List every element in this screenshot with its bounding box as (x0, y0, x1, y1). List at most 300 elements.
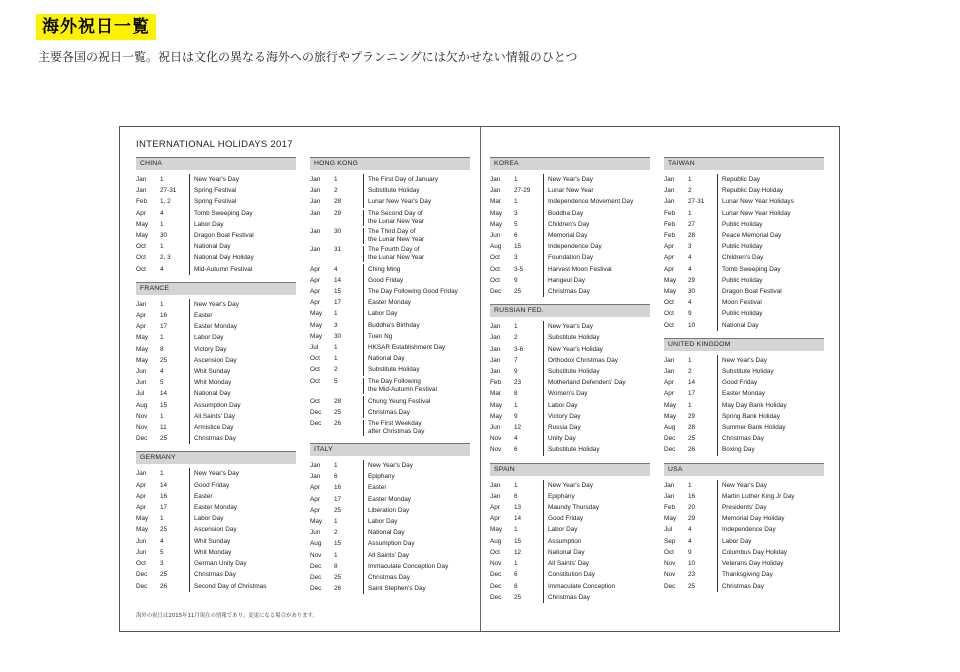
holiday-name-line: New Year's Day (548, 176, 593, 183)
holiday-month: Dec (136, 435, 148, 443)
holiday-name-line: the Lunar New Year (368, 253, 425, 261)
holiday-month: Jan (490, 345, 501, 353)
holiday-row (490, 433, 650, 444)
holiday-row (136, 377, 296, 388)
holiday-month: Jun (310, 529, 321, 537)
holiday-month: May (664, 401, 677, 409)
holiday-name-line: Lunar New Year (548, 187, 594, 195)
holiday-row (136, 219, 296, 230)
holiday-month: Dec (490, 593, 502, 601)
holiday-name-line: Buddha's Birthday (368, 321, 420, 329)
holiday-row (310, 583, 470, 594)
holiday-name-line: Easter Monday (194, 504, 237, 512)
holiday-name-line: the Mid-Autumn Festival (368, 385, 437, 393)
holiday-date: 1 (514, 174, 544, 185)
holiday-date: 9 (514, 366, 544, 377)
holiday-date: 2 (334, 364, 364, 375)
holiday-name-line: Christmas Day (548, 593, 590, 601)
holiday-date: 25 (160, 355, 190, 366)
holiday-name (722, 297, 824, 308)
holiday-month: Jan (664, 356, 675, 364)
holiday-name-line: National Day (368, 529, 405, 537)
holiday-month: Jan (664, 187, 675, 195)
holiday-name-line: Christmas Day (722, 435, 764, 443)
holiday-name-line: Independence Day (722, 526, 776, 534)
holiday-row (664, 264, 824, 275)
holiday-month: Jan (136, 187, 147, 195)
holiday-name-line: All Saints' Day (368, 551, 409, 559)
holiday-date: 17 (688, 388, 718, 399)
holiday-date: 12 (514, 422, 544, 433)
holiday-row (310, 308, 470, 319)
holiday-month: Feb (664, 232, 676, 240)
holiday-row (310, 471, 470, 482)
holiday-name-line: Labor Day (548, 401, 578, 409)
holiday-month: Oct (136, 265, 146, 273)
holiday-row (136, 366, 296, 377)
holiday-row (136, 581, 296, 592)
holiday-name-line: Easter (194, 492, 213, 500)
holiday-name-line: Substitute Holiday (368, 187, 420, 195)
holiday-name (548, 480, 650, 491)
holiday-row (490, 480, 650, 491)
holiday-row (490, 400, 650, 411)
holiday-name-line: New Year's Day (548, 481, 593, 489)
holiday-name-line: New Year's Day (722, 481, 767, 489)
holiday-date: 11 (160, 422, 190, 433)
holiday-month: May (664, 276, 677, 284)
holiday-month: Dec (490, 571, 502, 579)
holiday-date: 3-6 (514, 344, 544, 355)
holiday-month: Apr (310, 495, 320, 503)
holiday-name-line: Republic Day Holiday (722, 187, 784, 195)
holiday-row (664, 185, 824, 196)
holiday-date: 29 (688, 513, 718, 524)
holiday-name-line: Substitute Holiday (368, 366, 420, 374)
country-section (310, 443, 470, 594)
holiday-row (310, 516, 470, 527)
holiday-name (194, 196, 296, 207)
holiday-row (310, 320, 470, 331)
country-heading: HONG KONG (310, 157, 470, 170)
holiday-name (548, 344, 650, 355)
holiday-month: Apr (310, 265, 320, 273)
holiday-name (548, 388, 650, 399)
holiday-name (194, 366, 296, 377)
holiday-month: Apr (136, 209, 146, 217)
holiday-name (194, 344, 296, 355)
holiday-name (194, 502, 296, 513)
holiday-name-line: Labor Day (722, 537, 752, 545)
holiday-name-line: Hangeul Day (548, 276, 585, 284)
holiday-name-line: Buddha Day (548, 209, 584, 217)
holiday-row (664, 286, 824, 297)
holiday-name (548, 275, 650, 286)
holiday-name (368, 308, 470, 319)
holiday-row (310, 331, 470, 342)
holiday-date: 8 (334, 561, 364, 572)
holiday-name-line: Ching Ming (368, 265, 401, 273)
holiday-date: 3 (688, 241, 718, 252)
holiday-row (136, 480, 296, 491)
holiday-month: Oct (664, 321, 674, 329)
holiday-name-line: Public Holiday (722, 220, 763, 228)
holiday-row (490, 388, 650, 399)
holiday-row (490, 332, 650, 343)
holiday-row (664, 308, 824, 319)
holiday-row (664, 444, 824, 455)
holiday-name-line: Spring Festival (194, 187, 237, 195)
holiday-date: 25 (514, 592, 544, 603)
holiday-month: May (310, 332, 323, 340)
holiday-date: 4 (688, 297, 718, 308)
holiday-name-line: National Day (368, 355, 405, 363)
holiday-row (310, 561, 470, 572)
holiday-name (722, 433, 824, 444)
holiday-row (310, 353, 470, 364)
holiday-month: May (490, 412, 503, 420)
holiday-month: Jan (664, 176, 675, 183)
holiday-month: Jul (310, 344, 319, 352)
holiday-name-line: Easter Monday (722, 390, 765, 398)
holiday-month: Dec (310, 562, 322, 570)
holiday-name (722, 569, 824, 580)
holiday-name-line: Mid-Autumn Festival (194, 265, 253, 273)
holiday-date: 4 (688, 264, 718, 275)
holiday-date: 28 (334, 396, 364, 407)
holiday-row (136, 536, 296, 547)
holiday-name-line: Christmas Day (194, 435, 236, 443)
holiday-row (136, 547, 296, 558)
holiday-date: 16 (160, 491, 190, 502)
holiday-row (310, 460, 470, 471)
holiday-name-line: Lunar New Year's Day (368, 198, 432, 206)
holiday-name-line: Thanksgiving Day (722, 571, 773, 579)
holiday-name (368, 538, 470, 549)
holiday-date: 9 (688, 308, 718, 319)
holiday-month: Jun (136, 548, 147, 556)
holiday-month: Apr (664, 379, 674, 387)
holiday-date: 8 (160, 344, 190, 355)
holiday-name-line: Spring Bank Holiday (722, 412, 780, 420)
holiday-month: Jan (490, 334, 501, 342)
holiday-date: 14 (688, 377, 718, 388)
holiday-name-line: Easter (194, 312, 213, 320)
holiday-month: Apr (136, 492, 146, 500)
holiday-name-line: Easter Monday (368, 495, 411, 503)
holiday-date: 28 (334, 196, 364, 207)
holiday-date: 12 (514, 547, 544, 558)
country-section (664, 157, 824, 331)
holiday-month: Jul (136, 390, 145, 398)
holiday-date: 31 (334, 246, 364, 262)
holiday-month: Dec (310, 420, 322, 428)
holiday-name (722, 355, 824, 366)
holiday-name-line: National Day Holiday (194, 254, 254, 262)
holiday-column-3 (490, 157, 650, 610)
holiday-name-line: Tomb Sweeping Day (722, 265, 781, 273)
holiday-month: Oct (136, 254, 146, 262)
holiday-name (548, 400, 650, 411)
holiday-month: Oct (664, 299, 674, 307)
holiday-row (490, 491, 650, 502)
holiday-month: Nov (664, 560, 676, 568)
holiday-row (136, 310, 296, 321)
holiday-date: 25 (688, 581, 718, 592)
holiday-name (548, 411, 650, 422)
holiday-name (368, 275, 470, 286)
holiday-name (194, 547, 296, 558)
holiday-date: 1 (688, 208, 718, 219)
holiday-name-line: Good Friday (548, 515, 584, 523)
holiday-name-line: Assumption Day (194, 401, 241, 409)
holiday-row (490, 344, 650, 355)
holiday-date: 1 (334, 353, 364, 364)
holiday-date: 26 (334, 420, 364, 436)
holiday-name (548, 264, 650, 275)
holiday-month: Feb (664, 209, 676, 217)
holiday-month: Apr (310, 299, 320, 307)
holiday-row (490, 219, 650, 230)
holiday-month: Dec (664, 435, 676, 443)
holiday-name-line: Public Holiday (722, 243, 763, 251)
holiday-row (490, 513, 650, 524)
holiday-month: Jan (136, 176, 147, 183)
holiday-row (136, 513, 296, 524)
holiday-name (548, 286, 650, 297)
holiday-name (548, 185, 650, 196)
holiday-date: 5 (514, 219, 544, 230)
holiday-name (194, 208, 296, 219)
holiday-name-line: Boxing Day (722, 446, 755, 454)
holiday-month: May (310, 310, 323, 318)
holiday-name-line: The Third Day of (368, 227, 416, 235)
holiday-month: Mar (490, 390, 502, 398)
holiday-month: Sep (664, 537, 676, 545)
holiday-month: Aug (490, 537, 502, 545)
holiday-name-line: Armistice Day (194, 424, 234, 432)
holiday-date: 5 (160, 377, 190, 388)
holiday-month: Apr (136, 481, 146, 489)
holiday-name-line: The First Weekday (368, 420, 422, 428)
holiday-row (310, 196, 470, 207)
holiday-row (310, 286, 470, 297)
holiday-date: 3-5 (514, 264, 544, 275)
holiday-row (136, 241, 296, 252)
holiday-month: Jun (490, 424, 501, 432)
holiday-month: Apr (664, 243, 674, 251)
holiday-date: 15 (514, 241, 544, 252)
holiday-row (310, 538, 470, 549)
holiday-date: 13 (514, 502, 544, 513)
holiday-date: 6 (514, 491, 544, 502)
holiday-date: 14 (334, 275, 364, 286)
holiday-name-line: Easter Monday (194, 323, 237, 331)
holiday-date: 16 (688, 491, 718, 502)
holiday-date: 27-29 (514, 185, 544, 196)
holiday-date: 4 (514, 433, 544, 444)
holiday-row (310, 420, 470, 436)
holiday-name (548, 569, 650, 580)
holiday-name (194, 468, 296, 479)
holiday-date: 9 (514, 275, 544, 286)
holiday-date: 1 (334, 308, 364, 319)
holiday-name (368, 228, 470, 244)
holiday-name (548, 219, 650, 230)
country-section (490, 463, 650, 603)
holiday-month: Apr (664, 265, 674, 273)
holiday-name (722, 411, 824, 422)
holiday-month: Nov (310, 551, 322, 559)
holiday-row (664, 388, 824, 399)
holiday-month: Jun (136, 368, 147, 376)
holiday-row (664, 355, 824, 366)
holiday-date: 4 (688, 536, 718, 547)
holiday-name (368, 353, 470, 364)
holiday-name-line: Christmas Day (194, 571, 236, 579)
holiday-month: Dec (664, 582, 676, 590)
holiday-name (722, 524, 824, 535)
holiday-month: Jun (136, 537, 147, 545)
holiday-row (136, 321, 296, 332)
holiday-name-line: Christmas Day (548, 288, 590, 296)
holiday-date: 26 (160, 581, 190, 592)
holiday-row (490, 241, 650, 252)
holiday-name-line: HKSAR Establishment Day (368, 344, 446, 352)
holiday-row (136, 491, 296, 502)
holiday-date: 26 (688, 444, 718, 455)
holiday-name-line: Whit Monday (194, 548, 232, 556)
holiday-row (310, 342, 470, 353)
holiday-row (310, 174, 470, 185)
holiday-date: 1 (334, 516, 364, 527)
country-section (310, 157, 470, 436)
holiday-name-line: Labor Day (368, 310, 398, 318)
holiday-row (136, 196, 296, 207)
holiday-name-line: Moon Festival (722, 299, 762, 307)
holiday-date: 17 (160, 502, 190, 513)
holiday-row (664, 581, 824, 592)
holiday-month: Aug (310, 540, 322, 548)
holiday-name-line: New Year's Day (368, 462, 413, 470)
holiday-row (664, 377, 824, 388)
holiday-name (548, 581, 650, 592)
holiday-name (548, 332, 650, 343)
holiday-month: Jan (490, 323, 501, 331)
holiday-date: 14 (514, 513, 544, 524)
holiday-row (664, 174, 824, 185)
country-section (136, 451, 296, 591)
holiday-name (368, 407, 470, 418)
holiday-name (368, 460, 470, 471)
holiday-name-line: The First Day of January (368, 176, 438, 183)
holiday-row (136, 185, 296, 196)
holiday-name (548, 592, 650, 603)
page-subtitle: 主要各国の祝日一覧。祝日は文化の異なる海外への旅行やプランニングには欠かせない情報のひとつ (38, 50, 578, 64)
holiday-date: 1 (160, 219, 190, 230)
holiday-name-line: The Day Following (368, 377, 421, 385)
holiday-name-line: Christmas Day (368, 574, 410, 582)
holiday-row (136, 252, 296, 263)
holiday-name-line: Tomb Sweeping Day (194, 209, 253, 217)
holiday-name-line: Dragon Boat Festival (722, 288, 782, 296)
holiday-name-line: Substitute Holiday (722, 368, 774, 376)
holiday-name (368, 550, 470, 561)
holiday-name-line: Constitution Day (548, 571, 595, 579)
holiday-date: 14 (160, 480, 190, 491)
holiday-date: 1 (160, 411, 190, 422)
holiday-month: May (490, 209, 503, 217)
holiday-date: 4 (160, 536, 190, 547)
holiday-name-line: Second Day of Christmas (194, 582, 267, 590)
holiday-row (136, 524, 296, 535)
holiday-month: May (310, 321, 323, 329)
holiday-date: 16 (160, 310, 190, 321)
holiday-row (136, 344, 296, 355)
holiday-name (194, 252, 296, 263)
holiday-date: 17 (334, 297, 364, 308)
holiday-date: 29 (688, 275, 718, 286)
holiday-date: 2 (688, 185, 718, 196)
holiday-month: May (310, 518, 323, 526)
holiday-month: Dec (664, 446, 676, 454)
holiday-date: 1 (160, 332, 190, 343)
holiday-month: Jan (490, 492, 501, 500)
holiday-month: Dec (490, 582, 502, 590)
holiday-name (722, 174, 824, 185)
holiday-name-line: Memorial Day (548, 232, 588, 240)
holiday-date: 1 (160, 468, 190, 479)
holiday-date: 2, 3 (160, 252, 190, 263)
holiday-row (664, 241, 824, 252)
holiday-row (490, 444, 650, 455)
holiday-name-line: Columbus Day Holiday (722, 548, 787, 556)
holiday-name-line: Victory Day (548, 412, 581, 420)
holiday-name (548, 444, 650, 455)
holiday-name-line: Unity Day (548, 435, 576, 443)
holiday-date: 15 (334, 538, 364, 549)
holiday-date: 29 (334, 210, 364, 226)
holiday-month: Oct (490, 548, 500, 556)
holiday-month: Jan (310, 473, 321, 481)
holiday-name (722, 308, 824, 319)
holiday-name (368, 320, 470, 331)
holiday-date: 30 (334, 331, 364, 342)
country-heading: UNITED KINGDOM (664, 338, 824, 351)
holiday-name-line: Russia Day (548, 424, 581, 432)
holiday-date: 1 (514, 480, 544, 491)
holiday-row (310, 246, 470, 262)
holiday-row (136, 502, 296, 513)
holiday-date: 3 (514, 208, 544, 219)
holiday-row (136, 433, 296, 444)
holiday-name (194, 321, 296, 332)
holiday-month: Jan (664, 481, 675, 489)
holiday-name-line: New Year's Day (722, 356, 767, 364)
holiday-name (194, 185, 296, 196)
holiday-name (722, 581, 824, 592)
holiday-row (310, 185, 470, 196)
holiday-name-line: Labor Day (194, 334, 224, 342)
holiday-date: 1 (334, 174, 364, 185)
holiday-name (722, 491, 824, 502)
holiday-date: 14 (160, 388, 190, 399)
holiday-name (722, 252, 824, 263)
holiday-name-line: New Year's Day (194, 300, 239, 308)
holiday-name (548, 208, 650, 219)
holiday-row (664, 252, 824, 263)
holiday-name-line: Lunar New Year Holiday (722, 209, 791, 217)
